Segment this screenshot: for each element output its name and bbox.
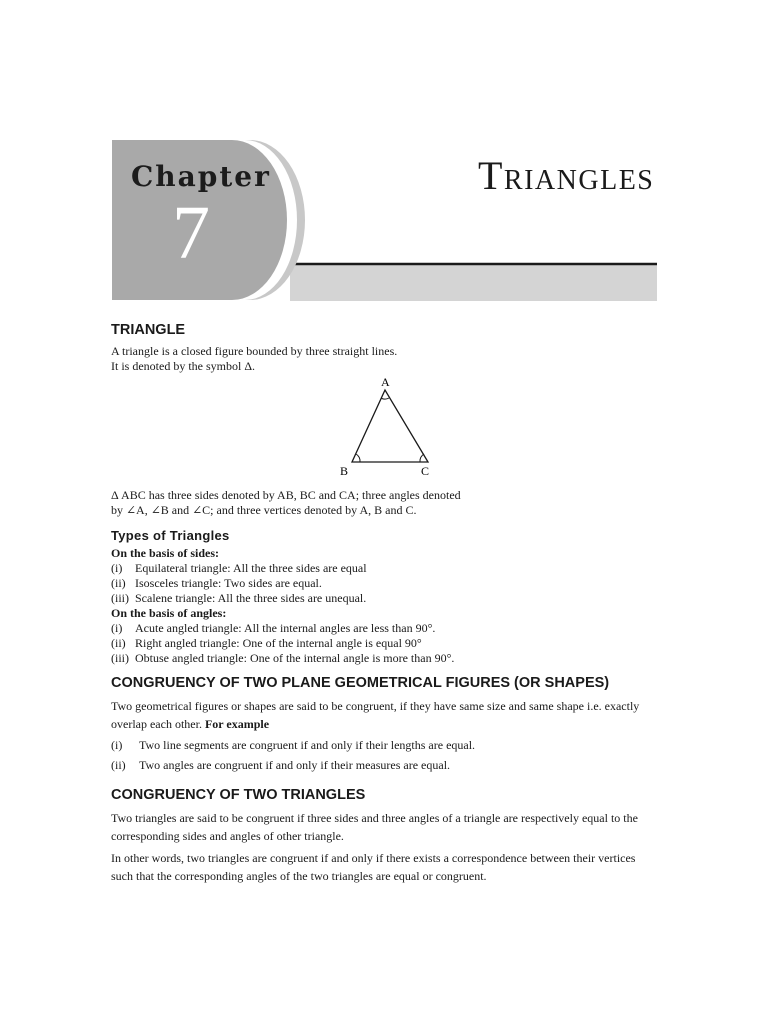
chapter-number: 7 <box>172 191 210 275</box>
page-content <box>111 322 659 885</box>
congruency-figures-paragraph: Two geometrical figures or shapes are said to be congruent, if they have same size and same shape i.e. exactly overlap each other. For example <box>111 699 640 731</box>
chapter-header <box>0 0 768 310</box>
triangle-figure <box>310 376 460 484</box>
chapter-title: Triangles <box>478 153 655 198</box>
section-heading-triangle: TRIANGLE <box>111 322 186 338</box>
list-item: (ii) Right angled triangle: One of the internal angle is equal 90° <box>111 636 422 650</box>
list-item: (ii) Isosceles triangle: Two sides are equal. <box>111 576 322 590</box>
congruency-definition-paragraph: Two triangles are said to be congruent if three sides and three angles of a triangle are respectively equal to the corresponding sides and angles of other triangle. <box>111 811 638 843</box>
congruency-other-words-paragraph: In other words, two triangles are congruent if and only if there exists a correspondence between their vertices such that the corresponding angles of the two triangles are equal or congruent. <box>111 851 636 883</box>
list-item: (i) Equilateral triangle: All the three sides are equal <box>111 561 367 575</box>
symbol-line: It is denoted by the symbol Δ. <box>111 359 256 373</box>
list-item: (i) Two line segments are congruent if and only if their lengths are equal. <box>111 738 476 752</box>
angles-basis-label: On the basis of angles: <box>111 606 227 620</box>
triangle-description-line: Δ ABC has three sides denoted by AB, BC and CA; three angles denoted <box>111 488 461 502</box>
vertex-label-c: C <box>421 464 430 478</box>
list-item: (i) Acute angled triangle: All the internal angles are less than 90°. <box>111 621 436 635</box>
definition-line: A triangle is a closed figure bounded by three straight lines. <box>111 344 398 358</box>
vertex-label-b: B <box>340 464 349 478</box>
sides-basis-label: On the basis of sides: <box>111 546 220 560</box>
chapter-label: Chapter <box>131 160 271 193</box>
list-item: (iii) Obtuse angled triangle: One of the internal angle is more than 90°. <box>111 651 455 665</box>
triangle-description-line: by ∠A, ∠B and ∠C; and three vertices denoted by A, B and C. <box>111 503 417 517</box>
for-example-label: For example <box>204 717 270 731</box>
section-heading-congruency-triangles: CONGRUENCY OF TWO TRIANGLES <box>111 787 366 803</box>
section-heading-congruency-figures: CONGRUENCY OF TWO PLANE GEOMETRICAL FIGURES (OR SHAPES) <box>111 675 610 691</box>
title-band <box>290 265 657 301</box>
list-item: (iii) Scalene triangle: All the three sides are unequal. <box>111 591 367 605</box>
subheading-types: Types of Triangles <box>111 528 230 543</box>
list-item: (ii) Two angles are congruent if and only if their measures are equal. <box>111 758 451 772</box>
vertex-label-a: A <box>381 376 390 389</box>
